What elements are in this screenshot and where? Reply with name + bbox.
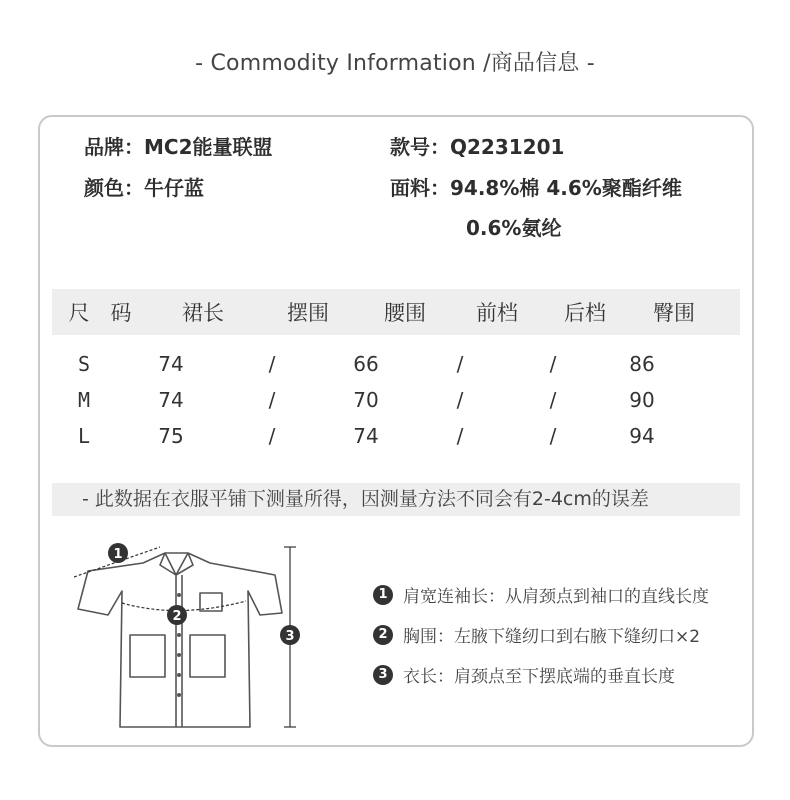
header-back-rise: 后档 [564,301,606,325]
legend-text: 胸围：左腋下缝纫口到右腋下缝纫口×2 [403,627,701,647]
cell: / [456,424,464,448]
fabric-info: 面料：94.8%棉 4.6%聚酯纤维 [390,176,682,200]
header-waist: 腰围 [384,301,426,325]
legend-text: 肩宽连袖长：从肩颈点到袖口的直线长度 [403,587,709,607]
cell: / [268,388,276,412]
cell: 75 [158,424,184,448]
cell: 90 [629,388,655,412]
chest-pocket [200,593,222,611]
cell: / [456,352,464,376]
cell: / [456,388,464,412]
right-pocket [190,635,225,677]
coat-outline [78,553,282,727]
style-number-info: 款号：Q2231201 [390,135,565,159]
table-row [52,346,740,382]
svg-text:1: 1 [113,547,123,562]
cell: 94 [629,424,655,448]
measurement-note: - 此数据在衣服平铺下测量所得，因测量方法不同会有2-4cm的误差 [52,483,740,516]
number-1-icon: 1 [373,585,393,605]
size-cell: S [77,352,91,376]
cell: 86 [629,352,655,376]
cell: 66 [353,352,379,376]
legend-text: 衣长：肩颈点至下摆底端的垂直长度 [403,667,675,687]
cell: / [268,352,276,376]
page-title: - Commodity Information /商品信息 - [195,51,595,76]
cell: / [549,352,557,376]
table-row [52,382,740,418]
legend-item-length [373,662,675,687]
number-2-icon: 2 [373,625,393,645]
garment-diagram [60,535,310,735]
cell: / [549,424,557,448]
size-table-header [52,289,740,335]
header-hip: 臀围 [653,301,695,325]
cell: 74 [158,352,184,376]
table-row [52,418,740,454]
size-table [52,289,740,454]
collar-outline [160,553,193,575]
legend-item-chest [373,622,700,647]
header-hem: 摆围 [287,301,329,325]
cell: / [268,424,276,448]
fabric-info-continued: 0.6%氨纶 [466,216,562,240]
size-cell: M [77,388,91,412]
header-size: 尺 码 [68,301,132,325]
cell: 74 [158,388,184,412]
marker-3-icon [280,625,300,645]
header-front-rise: 前档 [476,301,518,325]
marker-2-icon [167,605,187,625]
brand-info: 品牌：MC2能量联盟 [84,135,273,159]
size-cell: L [77,424,91,448]
cell: 70 [353,388,379,412]
svg-text:3: 3 [285,629,295,644]
legend-item-shoulder-sleeve [373,582,709,607]
number-3-icon: 3 [373,665,393,685]
cell: 74 [353,424,379,448]
header-skirt-length: 裙长 [182,301,224,325]
svg-text:2: 2 [172,609,182,624]
left-pocket [130,635,165,677]
marker-1-icon [108,543,128,563]
cell: / [549,388,557,412]
color-info: 颜色：牛仔蓝 [84,176,204,200]
